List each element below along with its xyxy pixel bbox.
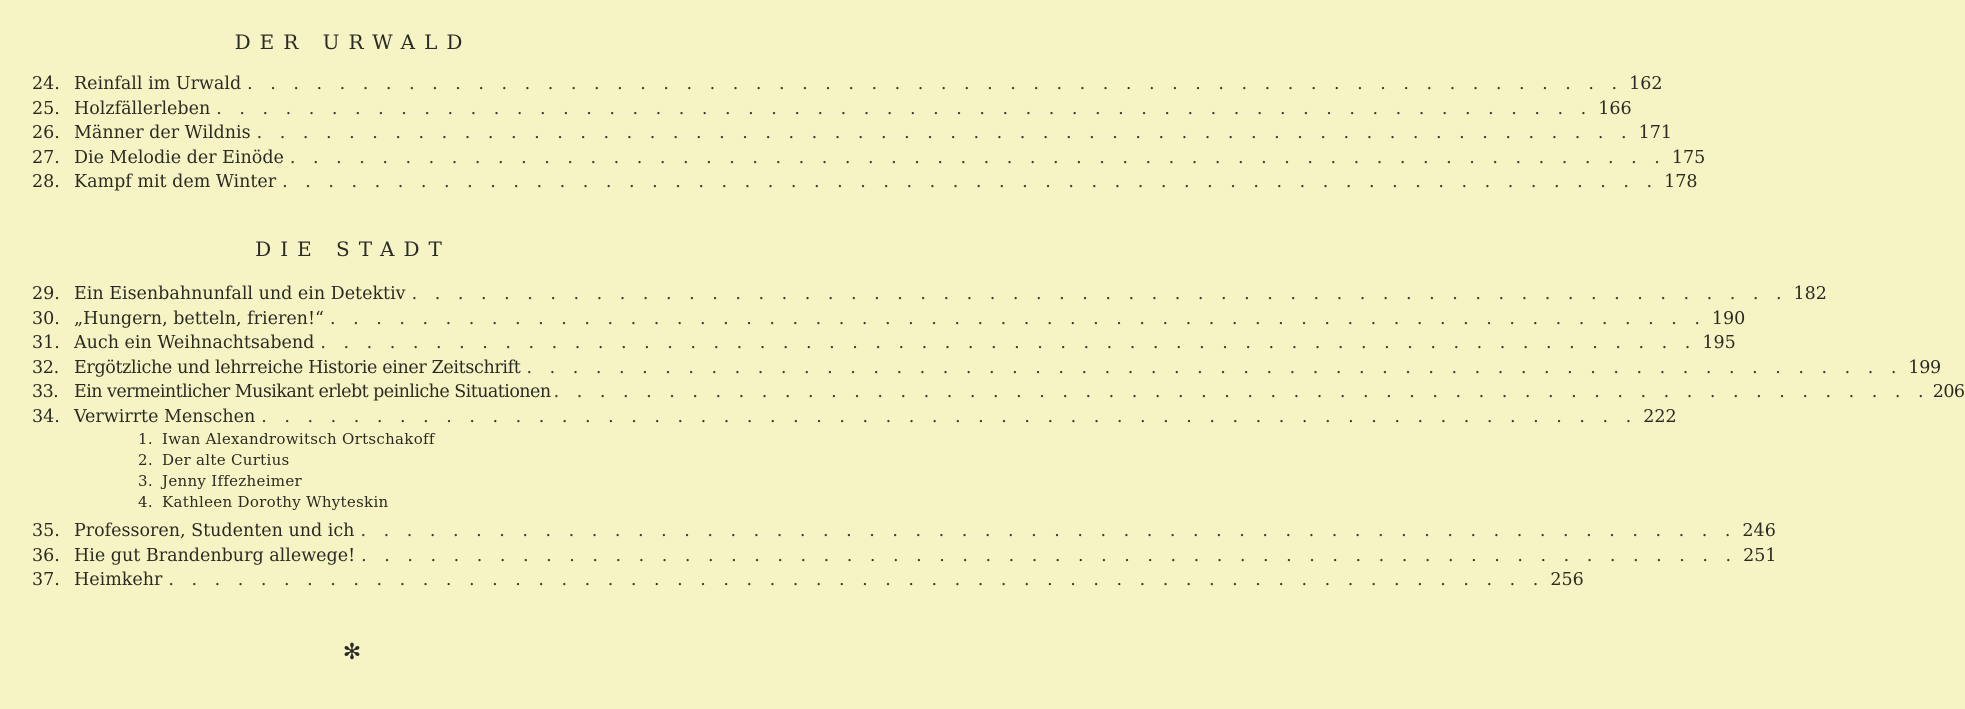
entry-title: Ergötzliche und lehrreiche Historie einer Zeitschrift <box>74 357 521 378</box>
dot-leader: . . . . . . . . . . . . . . . . . . . . . . . . . . . . . . . . . . . . . . . . . . . . . . . . . . . . . . . . . . . . <box>289 147 1666 168</box>
entry-title: Verwirrte Menschen <box>74 406 256 427</box>
entry-page: 182 <box>1793 284 1827 304</box>
entry-page: 246 <box>1742 521 1776 541</box>
subentry-number: 4. <box>138 493 153 511</box>
entry-page: 195 <box>1702 333 1736 353</box>
entry-number: 28. <box>32 172 60 192</box>
toc-subentry <box>138 450 668 471</box>
dot-leader: . . . . . . . . . . . . . . . . . . . . . . . . . . . . . . . . . . . . . . . . . . . . . . . . . . . . . . . . . . . . <box>256 123 1633 143</box>
subentry-number: 1. <box>138 430 153 448</box>
toc-entry <box>32 544 1777 569</box>
subentry-number: 2. <box>138 451 153 469</box>
subentry-title: Jenny Iffezheimer <box>162 472 302 490</box>
dot-leader: . . . . . . . . . . . . . . . . . . . . . . . . . . . . . . . . . . . . . . . . . . . . . . . . . . . . . . . . . . . . <box>168 570 1545 590</box>
toc-entry <box>32 519 1776 544</box>
entry-number: 31. <box>32 333 60 353</box>
toc-subentry <box>138 492 668 513</box>
subentry-title: Kathleen Dorothy Whyteskin <box>162 493 389 511</box>
entry-number: 25. <box>32 98 60 119</box>
entry-page: 171 <box>1638 123 1672 143</box>
toc-entry <box>32 97 1632 122</box>
asterism-ornament-icon: ✻ <box>342 640 362 665</box>
toc-section-urwald <box>32 72 1706 195</box>
entry-number: 24. <box>32 74 60 94</box>
entry-number: 30. <box>32 308 60 329</box>
dot-leader: . . . . . . . . . . . . . . . . . . . . . . . . . . . . . . . . . . . . . . . . . . . . . . . . . . . . . . . . . . . . <box>329 308 1706 329</box>
section-title-stadt: DIE STADT <box>255 237 451 261</box>
toc-subentry <box>138 471 668 492</box>
toc-entry <box>32 405 1677 430</box>
entry-number: 36. <box>32 545 60 566</box>
toc-entry <box>32 307 1746 332</box>
entry-page: 175 <box>1671 147 1706 168</box>
entry-title: „Hungern, betteln, frieren!“ <box>74 308 324 329</box>
toc-entry <box>32 380 1965 405</box>
entry-number: 33. <box>32 382 59 402</box>
dot-leader: . . . . . . . . . . . . . . . . . . . . . . . . . . . . . . . . . . . . . . . . . . . . . . . . . . . . . . . . . . . . <box>320 333 1697 353</box>
entry-page: 222 <box>1643 406 1677 427</box>
entry-number: 32. <box>32 357 59 378</box>
entry-title: Heimkehr <box>74 570 163 590</box>
entry-title: Ein Eisenbahnunfall und ein Detektiv <box>74 284 406 304</box>
entry-number: 37. <box>32 570 60 590</box>
entry-title: Kampf mit dem Winter <box>74 172 277 192</box>
dot-leader: . . . . . . . . . . . . . . . . . . . . . . . . . . . . . . . . . . . . . . . . . . . . . . . . . . . . . . . . . . . . <box>261 406 1638 427</box>
toc-section-stadt <box>32 282 1965 593</box>
dot-leader: . . . . . . . . . . . . . . . . . . . . . . . . . . . . . . . . . . . . . . . . . . . . . . . . . . . . . . . . . . . . <box>216 98 1593 119</box>
entry-number: 27. <box>32 147 60 168</box>
entry-page: 199 <box>1908 357 1941 378</box>
entry-number: 29. <box>32 284 60 304</box>
entry-title: Holzfällerleben <box>74 98 211 119</box>
entry-title: Männer der Wildnis <box>74 123 251 143</box>
dot-leader: . . . . . . . . . . . . . . . . . . . . . . . . . . . . . . . . . . . . . . . . . . . . . . . . . . . . . . . . . . . . <box>360 521 1737 541</box>
entry-page: 166 <box>1598 98 1632 119</box>
dot-leader: . . . . . . . . . . . . . . . . . . . . . . . . . . . . . . . . . . . . . . . . . . . . . . . . . . . . . . . . . . . . <box>411 284 1788 304</box>
dot-leader: . . . . . . . . . . . . . . . . . . . . . . . . . . . . . . . . . . . . . . . . . . . . . . . . . . . . . . . . . . . . <box>553 382 1930 402</box>
entry-title: Ein vermeintlicher Musikant erlebt peinliche Situationen <box>74 382 551 402</box>
entry-title: Hie gut Brandenburg allewege! <box>74 545 356 566</box>
entry-title: Auch ein Weihnachtsabend <box>74 333 315 353</box>
dot-leader: . . . . . . . . . . . . . . . . . . . . . . . . . . . . . . . . . . . . . . . . . . . . . . . . . . . . . . . . . . . . <box>526 357 1903 378</box>
entry-number: 26. <box>32 123 60 143</box>
toc-entry <box>32 170 1698 195</box>
toc-subentry <box>138 429 668 450</box>
entry-title: Die Melodie der Einöde <box>74 147 284 168</box>
entry-number: 34. <box>32 406 60 427</box>
entry-title: Reinfall im Urwald <box>74 74 242 94</box>
entry-page: 178 <box>1664 172 1698 192</box>
entry-page: 251 <box>1743 545 1777 566</box>
toc-entry <box>32 146 1706 171</box>
subentry-title: Iwan Alexandrowitsch Ortschakoff <box>162 430 435 448</box>
entry-page: 162 <box>1629 74 1663 94</box>
entry-number: 35. <box>32 521 60 541</box>
subentry-number: 3. <box>138 472 153 490</box>
dot-leader: . . . . . . . . . . . . . . . . . . . . . . . . . . . . . . . . . . . . . . . . . . . . . . . . . . . . . . . . . . . . <box>361 545 1738 566</box>
dot-leader: . . . . . . . . . . . . . . . . . . . . . . . . . . . . . . . . . . . . . . . . . . . . . . . . . . . . . . . . . . . . <box>247 74 1624 94</box>
entry-page: 256 <box>1550 570 1584 590</box>
toc-entry <box>32 356 1941 381</box>
toc-entry <box>32 282 1827 307</box>
toc-entry <box>32 568 1584 593</box>
section-title-urwald: DER URWALD <box>234 30 472 54</box>
subentry-title: Der alte Curtius <box>162 451 290 469</box>
entry-page: 190 <box>1711 308 1746 329</box>
dot-leader: . . . . . . . . . . . . . . . . . . . . . . . . . . . . . . . . . . . . . . . . . . . . . . . . . . . . . . . . . . . . <box>282 172 1659 192</box>
toc-entry <box>32 331 1736 356</box>
entry-page: 206 <box>1932 382 1965 402</box>
toc-entry <box>32 121 1672 146</box>
toc-entry <box>32 72 1663 97</box>
entry-title: Professoren, Studenten und ich <box>74 521 355 541</box>
